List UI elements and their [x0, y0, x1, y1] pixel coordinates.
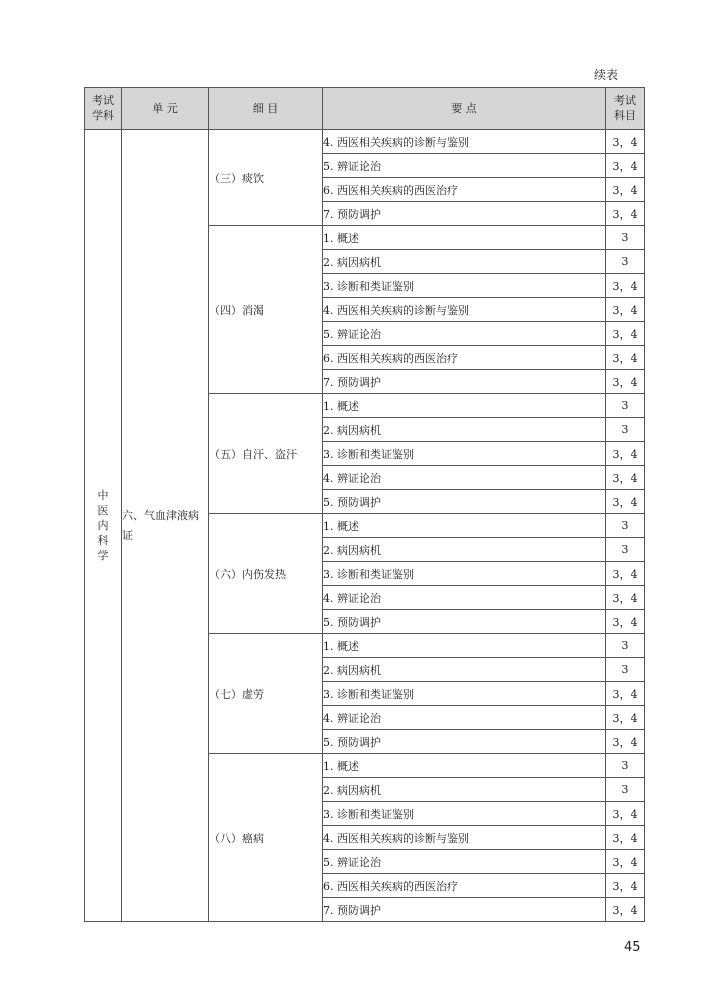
- level-cell: 3，4: [606, 706, 645, 730]
- point-cell: 5. 预防调护: [323, 610, 606, 634]
- point-cell: 2. 病因病机: [323, 418, 606, 442]
- point-cell: 2. 病因病机: [323, 250, 606, 274]
- point-cell: 7. 预防调护: [323, 898, 606, 922]
- level-cell: 3: [606, 394, 645, 418]
- unit-cell: 六、气血津液病证: [122, 130, 209, 922]
- point-cell: 6. 西医相关疾病的西医治疗: [323, 346, 606, 370]
- point-cell: 1. 概述: [323, 394, 606, 418]
- point-cell: 3. 诊断和类证鉴别: [323, 442, 606, 466]
- level-cell: 3，4: [606, 826, 645, 850]
- point-cell: 4. 辨证论治: [323, 466, 606, 490]
- point-cell: 1. 概述: [323, 514, 606, 538]
- table-body: [85, 130, 645, 922]
- point-cell: 1. 概述: [323, 754, 606, 778]
- level-cell: 3: [606, 538, 645, 562]
- point-cell: 2. 病因病机: [323, 658, 606, 682]
- point-cell: 7. 预防调护: [323, 370, 606, 394]
- header-points: 要 点: [323, 88, 606, 130]
- level-cell: 3，4: [606, 682, 645, 706]
- level-cell: 3，4: [606, 322, 645, 346]
- point-cell: 1. 概述: [323, 226, 606, 250]
- level-cell: 3: [606, 226, 645, 250]
- level-cell: 3，4: [606, 370, 645, 394]
- level-cell: 3，4: [606, 898, 645, 922]
- item-cell: （五）自汗、盗汗: [209, 394, 323, 514]
- continued-label: 续表: [594, 68, 619, 82]
- item-cell: （七）虚劳: [209, 634, 323, 754]
- point-cell: 5. 辨证论治: [323, 154, 606, 178]
- item-cell: （四）消渴: [209, 226, 323, 394]
- level-cell: 3，4: [606, 586, 645, 610]
- item-cell: （八）癌病: [209, 754, 323, 922]
- point-cell: 3. 诊断和类证鉴别: [323, 562, 606, 586]
- point-cell: 5. 预防调护: [323, 730, 606, 754]
- level-cell: 3，4: [606, 154, 645, 178]
- table-row: [85, 130, 645, 154]
- point-cell: 3. 诊断和类证鉴别: [323, 802, 606, 826]
- header-subject: 考试学科: [85, 88, 122, 130]
- item-cell: （六）内伤发热: [209, 514, 323, 634]
- level-cell: 3，4: [606, 202, 645, 226]
- point-cell: 4. 辨证论治: [323, 706, 606, 730]
- level-cell: 3，4: [606, 130, 645, 154]
- point-cell: 1. 概述: [323, 634, 606, 658]
- level-cell: 3: [606, 754, 645, 778]
- level-cell: 3，4: [606, 298, 645, 322]
- point-cell: 7. 预防调护: [323, 202, 606, 226]
- point-cell: 4. 辨证论治: [323, 586, 606, 610]
- level-cell: 3，4: [606, 442, 645, 466]
- level-cell: 3，4: [606, 466, 645, 490]
- level-cell: 3，4: [606, 730, 645, 754]
- point-cell: 6. 西医相关疾病的西医治疗: [323, 178, 606, 202]
- level-cell: 3，4: [606, 562, 645, 586]
- level-cell: 3: [606, 634, 645, 658]
- point-cell: 4. 西医相关疾病的诊断与鉴别: [323, 826, 606, 850]
- header-unit: 单 元: [122, 88, 209, 130]
- level-cell: 3，4: [606, 610, 645, 634]
- level-cell: 3，4: [606, 802, 645, 826]
- level-cell: 3: [606, 778, 645, 802]
- point-cell: 3. 诊断和类证鉴别: [323, 274, 606, 298]
- level-cell: 3，4: [606, 178, 645, 202]
- point-cell: 4. 西医相关疾病的诊断与鉴别: [323, 130, 606, 154]
- level-cell: 3，4: [606, 274, 645, 298]
- level-cell: 3，4: [606, 850, 645, 874]
- item-cell: （三）痰饮: [209, 130, 323, 226]
- point-cell: 6. 西医相关疾病的西医治疗: [323, 874, 606, 898]
- point-cell: 5. 预防调护: [323, 490, 606, 514]
- level-cell: 3，4: [606, 874, 645, 898]
- level-cell: 3，4: [606, 346, 645, 370]
- header-item: 细 目: [209, 88, 323, 130]
- header-row: [85, 88, 645, 130]
- point-cell: 4. 西医相关疾病的诊断与鉴别: [323, 298, 606, 322]
- header-level: 考试科目: [606, 88, 645, 130]
- level-cell: 3: [606, 514, 645, 538]
- subject-cell: [85, 130, 122, 922]
- page-number: 45: [624, 940, 641, 955]
- syllabus-table: [84, 87, 645, 922]
- level-cell: 3: [606, 658, 645, 682]
- level-cell: 3，4: [606, 490, 645, 514]
- point-cell: 2. 病因病机: [323, 778, 606, 802]
- level-cell: 3: [606, 418, 645, 442]
- point-cell: 3. 诊断和类证鉴别: [323, 682, 606, 706]
- point-cell: 5. 辨证论治: [323, 850, 606, 874]
- level-cell: 3: [606, 250, 645, 274]
- point-cell: 5. 辨证论治: [323, 322, 606, 346]
- subject-text: 中医内科学: [97, 489, 109, 562]
- point-cell: 2. 病因病机: [323, 538, 606, 562]
